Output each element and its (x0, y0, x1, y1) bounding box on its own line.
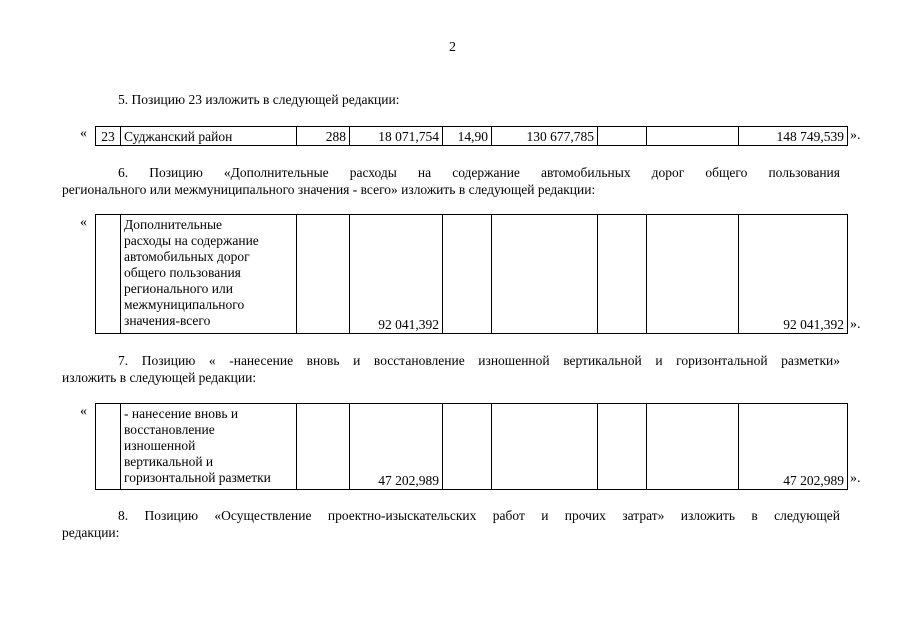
cell-label (121, 215, 297, 334)
close-quote: ». (850, 471, 861, 486)
label-line: межмуниципального (124, 297, 245, 312)
label-line: восстановление (124, 422, 215, 437)
table-row (96, 404, 848, 490)
section-7-line-1: 7. Позицию « -нанесение вновь и восстановление изношенной вертикальной и горизонтальной разметки» (118, 353, 840, 368)
section-7-line-2: изложить в следующей редакции: (62, 370, 257, 385)
label-line: горизонтальной разметки (124, 470, 271, 485)
cell-total: 47 202,989 (739, 404, 848, 490)
cell-empty (297, 215, 350, 334)
label-line: значения-всего (124, 313, 211, 328)
cell-empty (443, 404, 492, 490)
page-number: 2 (449, 40, 456, 55)
cell-value: 130 677,785 (492, 127, 598, 146)
cell-total: 92 041,392 (739, 215, 848, 334)
section-6-text (62, 164, 840, 198)
cell-value: 92 041,392 (350, 215, 443, 334)
cell-empty (96, 404, 121, 490)
cell-empty (492, 215, 598, 334)
cell-district: Суджанский район (121, 127, 297, 146)
label-line: расходы на содержание (124, 233, 259, 248)
label-line: изношенной (124, 438, 196, 453)
cell-value (598, 127, 647, 146)
cell-value: 14,90 (443, 127, 492, 146)
cell-value: 47 202,989 (350, 404, 443, 490)
label-line: регионального или (124, 281, 233, 296)
cell-total: 148 749,539 (739, 127, 848, 146)
cell-value: 18 071,754 (350, 127, 443, 146)
label-line: - нанесение вновь и (124, 406, 239, 421)
cell-empty (443, 215, 492, 334)
section-5-line: 5. Позицию 23 изложить в следующей редакции: (118, 92, 400, 107)
section-8-line-2: редакции: (62, 525, 120, 540)
cell-empty (598, 215, 647, 334)
cell-empty (492, 404, 598, 490)
cell-empty (647, 215, 739, 334)
table-row (96, 215, 848, 334)
cell-empty (297, 404, 350, 490)
section-8-line-1: 8. Позицию «Осуществление проектно-изыскательских работ и прочих затрат» изложить в следующей (118, 508, 840, 523)
table-section-5 (95, 126, 848, 146)
label-line: автомобильных дорог (124, 249, 250, 264)
section-7-text (62, 352, 840, 386)
label-line: Дополнительные (124, 217, 223, 232)
close-quote: ». (850, 128, 861, 143)
table-row (96, 127, 848, 146)
section-6-line-2: регионального или межмуниципального значения - всего» изложить в следующей редакции: (62, 182, 596, 197)
cell-empty (598, 404, 647, 490)
section-8-text (62, 507, 840, 541)
section-5-text (62, 91, 840, 108)
open-quote: « (80, 215, 87, 230)
label-line: общего пользования (124, 265, 241, 280)
cell-number: 23 (96, 127, 121, 146)
close-quote: ». (850, 317, 861, 332)
section-6-line-1: 6. Позицию «Дополнительные расходы на содержание автомобильных дорог общего пользования (118, 165, 840, 180)
cell-label (121, 404, 297, 490)
cell-value: 288 (297, 127, 350, 146)
open-quote: « (80, 404, 87, 419)
table-section-6 (95, 214, 848, 334)
table-section-7 (95, 403, 848, 490)
label-line: вертикальной и (124, 454, 214, 469)
cell-empty (647, 404, 739, 490)
open-quote: « (80, 126, 87, 141)
cell-value (647, 127, 739, 146)
cell-empty (96, 215, 121, 334)
